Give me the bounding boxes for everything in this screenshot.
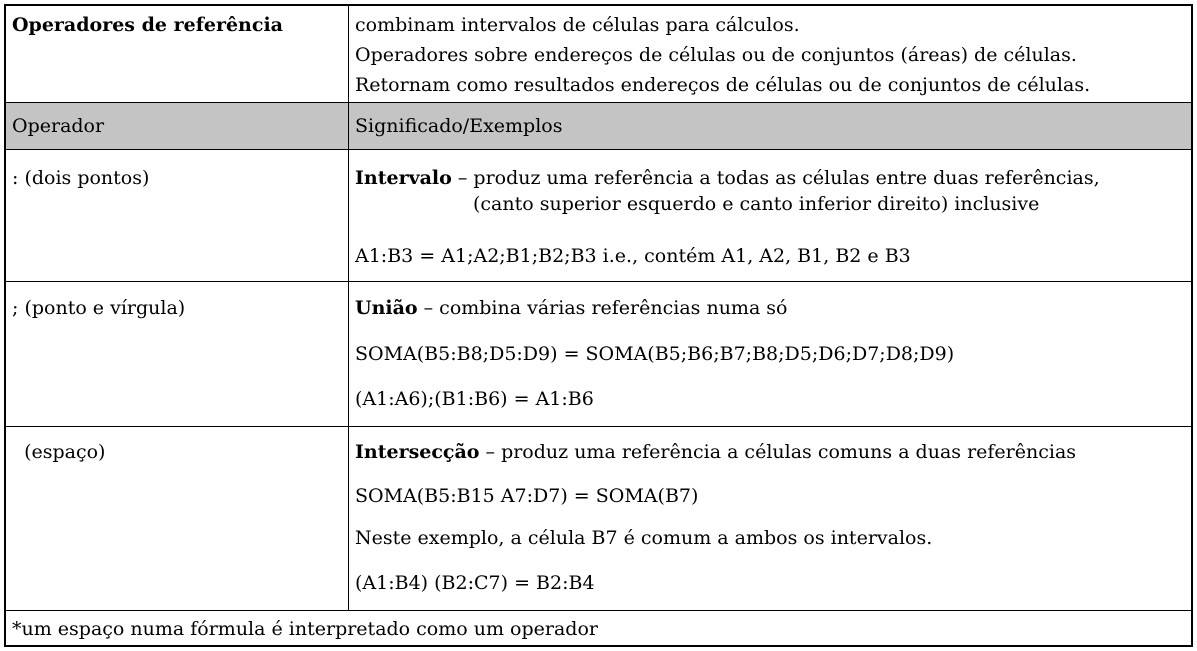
operator-semicolon: ; (ponto e vírgula): [12, 297, 186, 319]
description: – produz uma referência a todas as células entre duas referências,: [451, 167, 1100, 189]
column-header-meaning: Significado/Exemplos: [355, 115, 563, 137]
column-header-operator: Operador: [12, 115, 105, 137]
column-header-background: [6, 102, 1191, 150]
example: Neste exemplo, a célula B7 é comum a ambos os intervalos.: [355, 527, 933, 549]
divider: [6, 102, 1191, 103]
divider: [6, 281, 1191, 282]
example: A1:B3 = A1;A2;B1;B2;B3 i.e., contém A1, A2, B1, B2 e B3: [355, 245, 911, 267]
meaning-space: [355, 440, 1076, 464]
example: SOMA(B5:B8;D5:D9) = SOMA(B5;B6;B7;B8;D5;D6;D7;D8;D9): [355, 343, 955, 365]
operator-space: (espaço): [12, 441, 106, 463]
header-line: combinam intervalos de células para cálculos.: [355, 14, 800, 36]
meaning-semicolon: [355, 296, 788, 320]
header-line: Operadores sobre endereços de células ou de conjuntos (áreas) de células.: [355, 44, 1077, 66]
divider: [6, 149, 1191, 150]
divider: [6, 610, 1191, 611]
term-intervalo: Intervalo: [355, 167, 452, 189]
example: SOMA(B5:B15 A7:D7) = SOMA(B7): [355, 485, 699, 507]
meaning-colon: [355, 166, 1100, 190]
description-continued: (canto superior esquerdo e canto inferior direito) inclusive: [473, 193, 1040, 215]
header-line: Retornam como resultados endereços de células ou de conjuntos de células.: [355, 74, 1091, 96]
column-divider: [348, 6, 349, 610]
term-uniao: União: [355, 297, 418, 319]
operator-colon: : (dois pontos): [12, 167, 150, 189]
description: – produz uma referência a células comuns a duas referências: [479, 441, 1077, 463]
example: (A1:A6);(B1:B6) = A1:B6: [355, 388, 594, 410]
section-title: Operadores de referência: [12, 14, 283, 36]
footnote: *um espaço numa fórmula é interpretado como um operador: [12, 618, 598, 640]
term-interseccao: Intersecção: [355, 441, 480, 463]
operators-table: [4, 4, 1193, 647]
divider: [6, 426, 1191, 427]
description: – combina várias referências numa só: [417, 297, 788, 319]
example: (A1:B4) (B2:C7) = B2:B4: [355, 572, 595, 594]
